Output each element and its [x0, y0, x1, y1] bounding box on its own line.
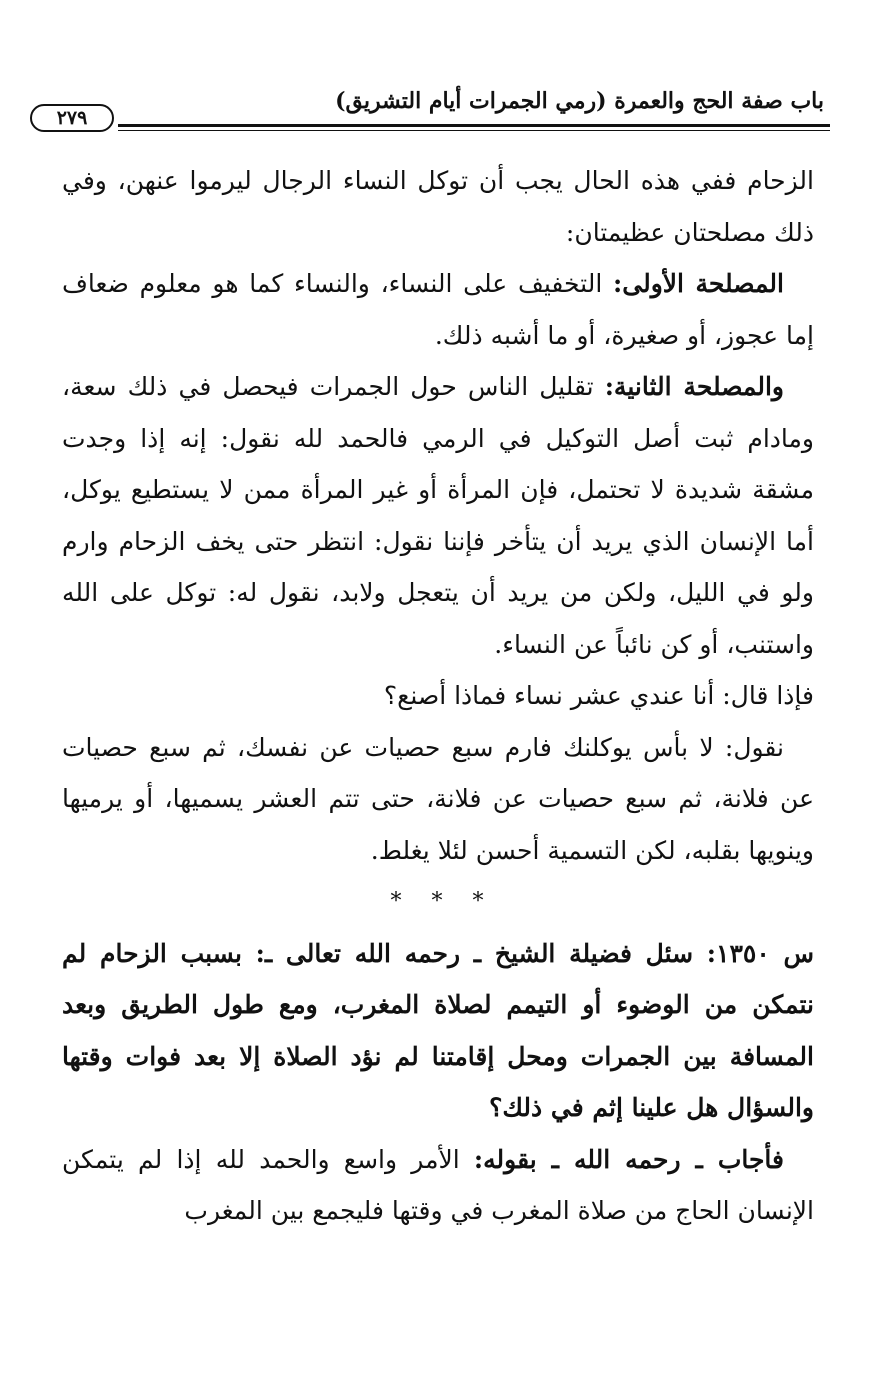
second-benefit-label: والمصلحة الثانية:	[604, 372, 785, 401]
answer-label: فأجاب ـ رحمه الله ـ بقوله:	[473, 1144, 784, 1174]
paragraph-first-benefit	[62, 258, 814, 361]
paragraph-1: الزحام ففي هذه الحال يجب أن توكل النساء الرجال ليرموا عنهن، وفي ذلك مصلحتان عظيمتان:	[62, 166, 814, 247]
page-header	[30, 84, 830, 136]
separator-star-icon: *	[390, 889, 404, 914]
answer-paragraph	[62, 1134, 814, 1237]
answer-text: الأمر واسع والحمد لله إذا لم يتمكن الإنسان الحاج من صلاة المغرب في وقتها فليجمع بين المغرب	[62, 1144, 814, 1225]
separator-star-icon: *	[431, 889, 445, 914]
page-number: ٢٧٩	[30, 104, 114, 132]
page-body	[62, 155, 814, 1237]
first-benefit-text: التخفيف على النساء، والنساء كما هو معلوم ضعاف إما عجوز، أو صغيرة، أو ما أشبه ذلك.	[62, 269, 814, 350]
section-separator	[62, 876, 814, 928]
header-rule-thick	[118, 124, 830, 127]
question-1350: س ١٣٥٠: سئل فضيلة الشيخ ـ رحمه الله تعالى ـ: بسبب الزحام لم نتمكن من الوضوء أو التيمم لصلاة المغرب، ومع طول الطريق وبعد المسافة بين الجمرات ومحل إقامتنا لم نؤد الصلاة إلا بعد فوات وقتها والسؤال هل علينا إثم في ذلك؟	[62, 938, 814, 1122]
second-benefit-text: تقليل الناس حول الجمرات فيحصل في ذلك سعة، ومادام ثبت أصل التوكيل في الرمي فالحمد لله نقول: إنه إذا وجدت مشقة شديدة لا تحتمل، فإن المرأة أو غير المرأة ممن لا يستطيع يوكل، أما الإنسان الذي يريد أن يتأخر فإننا نقول: انتظر حتى يخف الزحام وارم ولو في الليل، ولكن من يريد أن يتعجل ولابد، نقول له: توكل على الله واستنب، أو كن نائباً عن النساء.	[62, 372, 814, 659]
paragraph-answer-stones: نقول: لا بأس يوكلنك فارم سبع حصيات عن نفسك، ثم سبع حصيات عن فلانة، ثم سبع حصيات عن فلانة، حتى تتم العشر يسميها، أو يرميها وينويها بقلبه، لكن التسمية أحسن لئلا يغلط.	[62, 732, 814, 865]
separator-star-icon: *	[472, 889, 486, 914]
header-rule-thin	[118, 130, 830, 131]
chapter-title: باب صفة الحج والعمرة (رمي الجمرات أيام التشريق)	[335, 88, 824, 114]
first-benefit-label: المصلحة الأولى:	[613, 269, 784, 298]
paragraph-second-benefit	[62, 361, 814, 670]
paragraph-ten-women: فإذا قال: أنا عندي عشر نساء فماذا أصنع؟	[383, 681, 814, 710]
